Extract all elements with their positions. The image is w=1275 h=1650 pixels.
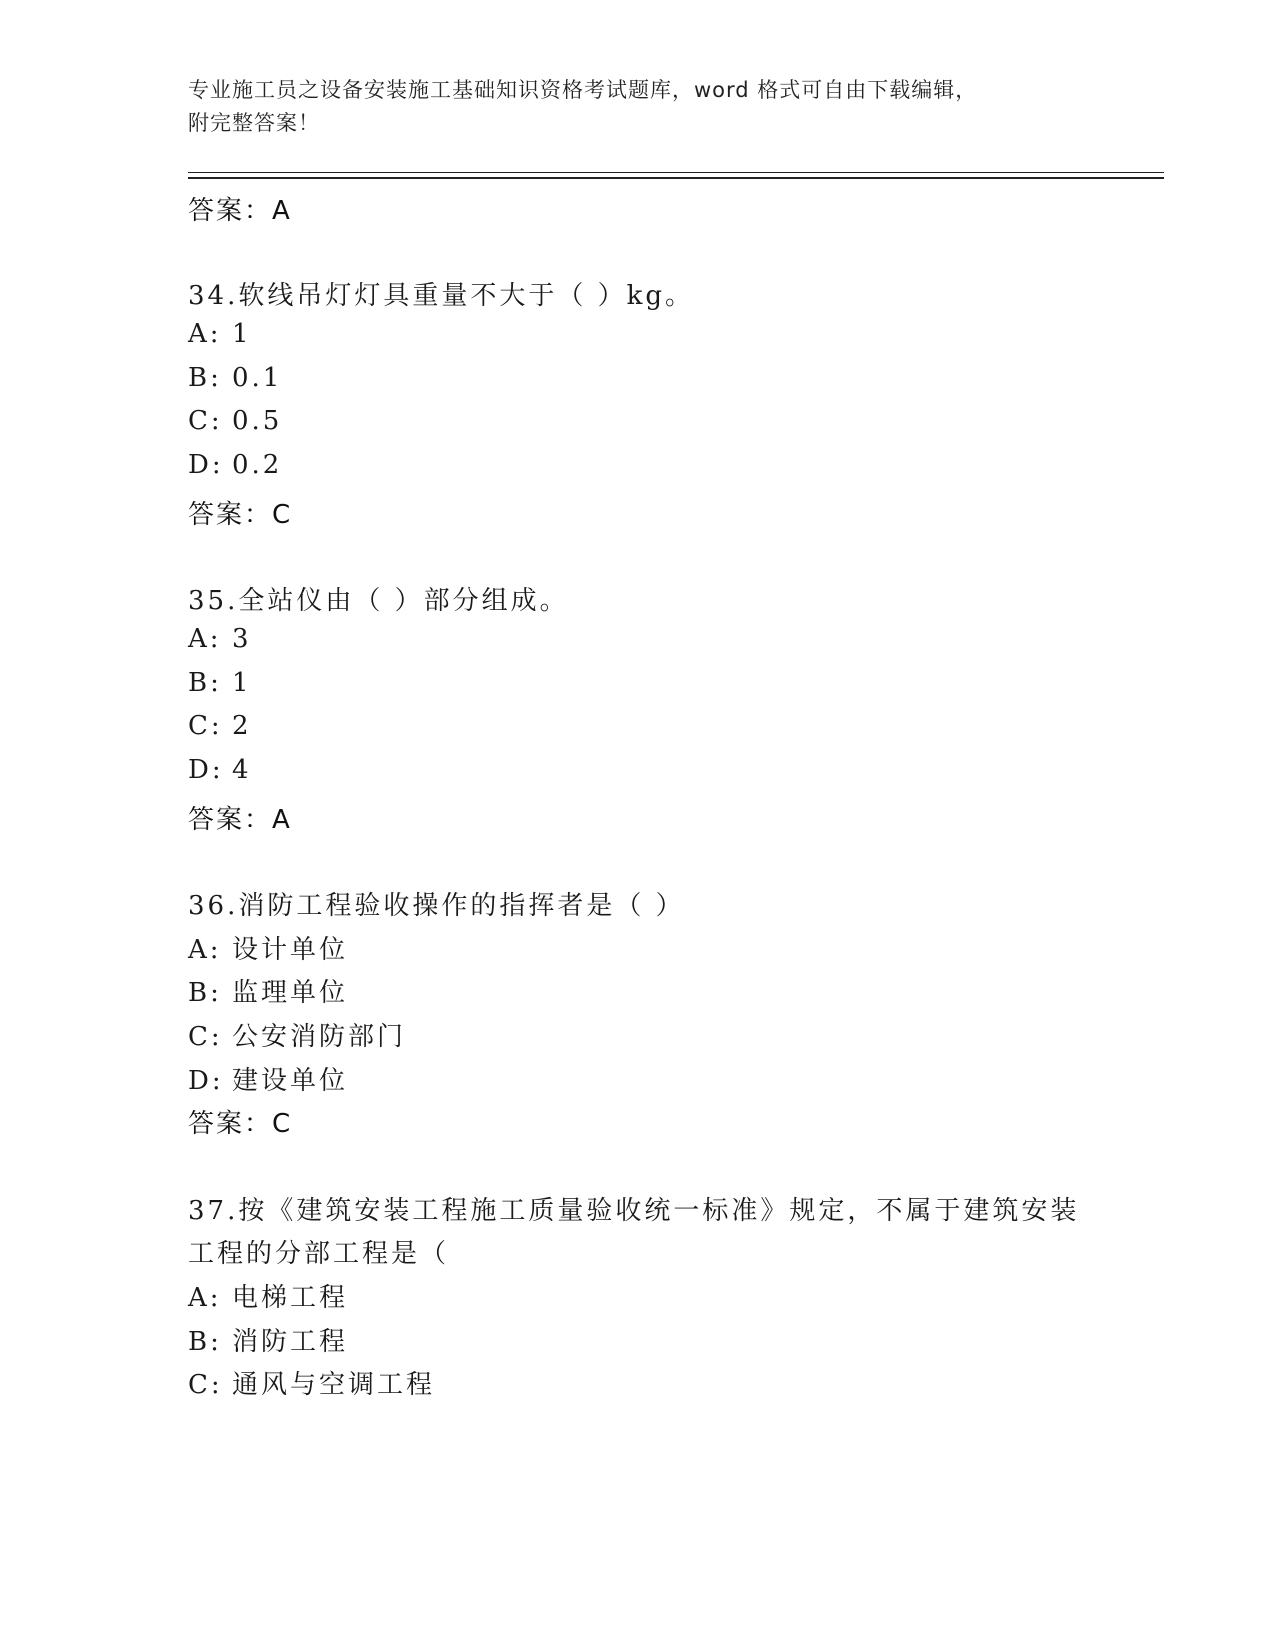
question-34-answer: 答案：C bbox=[188, 500, 293, 530]
question-34-option-b: B: 0.1 bbox=[188, 363, 283, 393]
question-35-option-b: B: 1 bbox=[188, 668, 252, 698]
question-35-stem: 35.全站仪由（ ）部分组成。 bbox=[188, 586, 569, 616]
header-divider-thick bbox=[188, 177, 1164, 179]
document-header bbox=[188, 74, 1088, 140]
question-37-stem-line-2: 工程的分部工程是（ bbox=[188, 1239, 450, 1269]
previous-answer: 答案：A bbox=[188, 196, 292, 226]
question-35-option-c: C: 2 bbox=[188, 711, 252, 741]
question-36-option-c: C: 公安消防部门 bbox=[188, 1022, 407, 1052]
question-37-option-b: B: 消防工程 bbox=[188, 1327, 349, 1357]
header-line-1: 专业施工员之设备安装施工基础知识资格考试题库，word 格式可自由下载编辑， bbox=[188, 78, 978, 102]
question-34-option-a: A: 1 bbox=[188, 319, 252, 349]
question-34-option-c: C: 0.5 bbox=[188, 406, 283, 436]
question-36-option-a: A: 设计单位 bbox=[188, 935, 349, 965]
question-37-option-c: C: 通风与空调工程 bbox=[188, 1370, 436, 1400]
question-37-option-a: A: 电梯工程 bbox=[188, 1283, 349, 1313]
question-34-stem: 34.软线吊灯灯具重量不大于（ ）kg。 bbox=[188, 281, 695, 311]
question-37-stem-line-1: 37.按《建筑安装工程施工质量验收统一标准》规定，不属于建筑安装 bbox=[188, 1196, 1080, 1226]
question-36-answer: 答案：C bbox=[188, 1109, 293, 1139]
header-line-2: 附完整答案！ bbox=[188, 111, 320, 135]
question-36-option-b: B: 监理单位 bbox=[188, 978, 349, 1008]
header-divider-thin bbox=[188, 172, 1164, 173]
question-35-option-a: A: 3 bbox=[188, 624, 252, 654]
question-34-option-d: D: 0.2 bbox=[188, 450, 283, 480]
question-35-answer: 答案：A bbox=[188, 805, 292, 835]
question-36-option-d: D: 建设单位 bbox=[188, 1066, 349, 1096]
question-36-stem: 36.消防工程验收操作的指挥者是（ ） bbox=[188, 891, 685, 921]
question-35-option-d: D: 4 bbox=[188, 755, 252, 785]
